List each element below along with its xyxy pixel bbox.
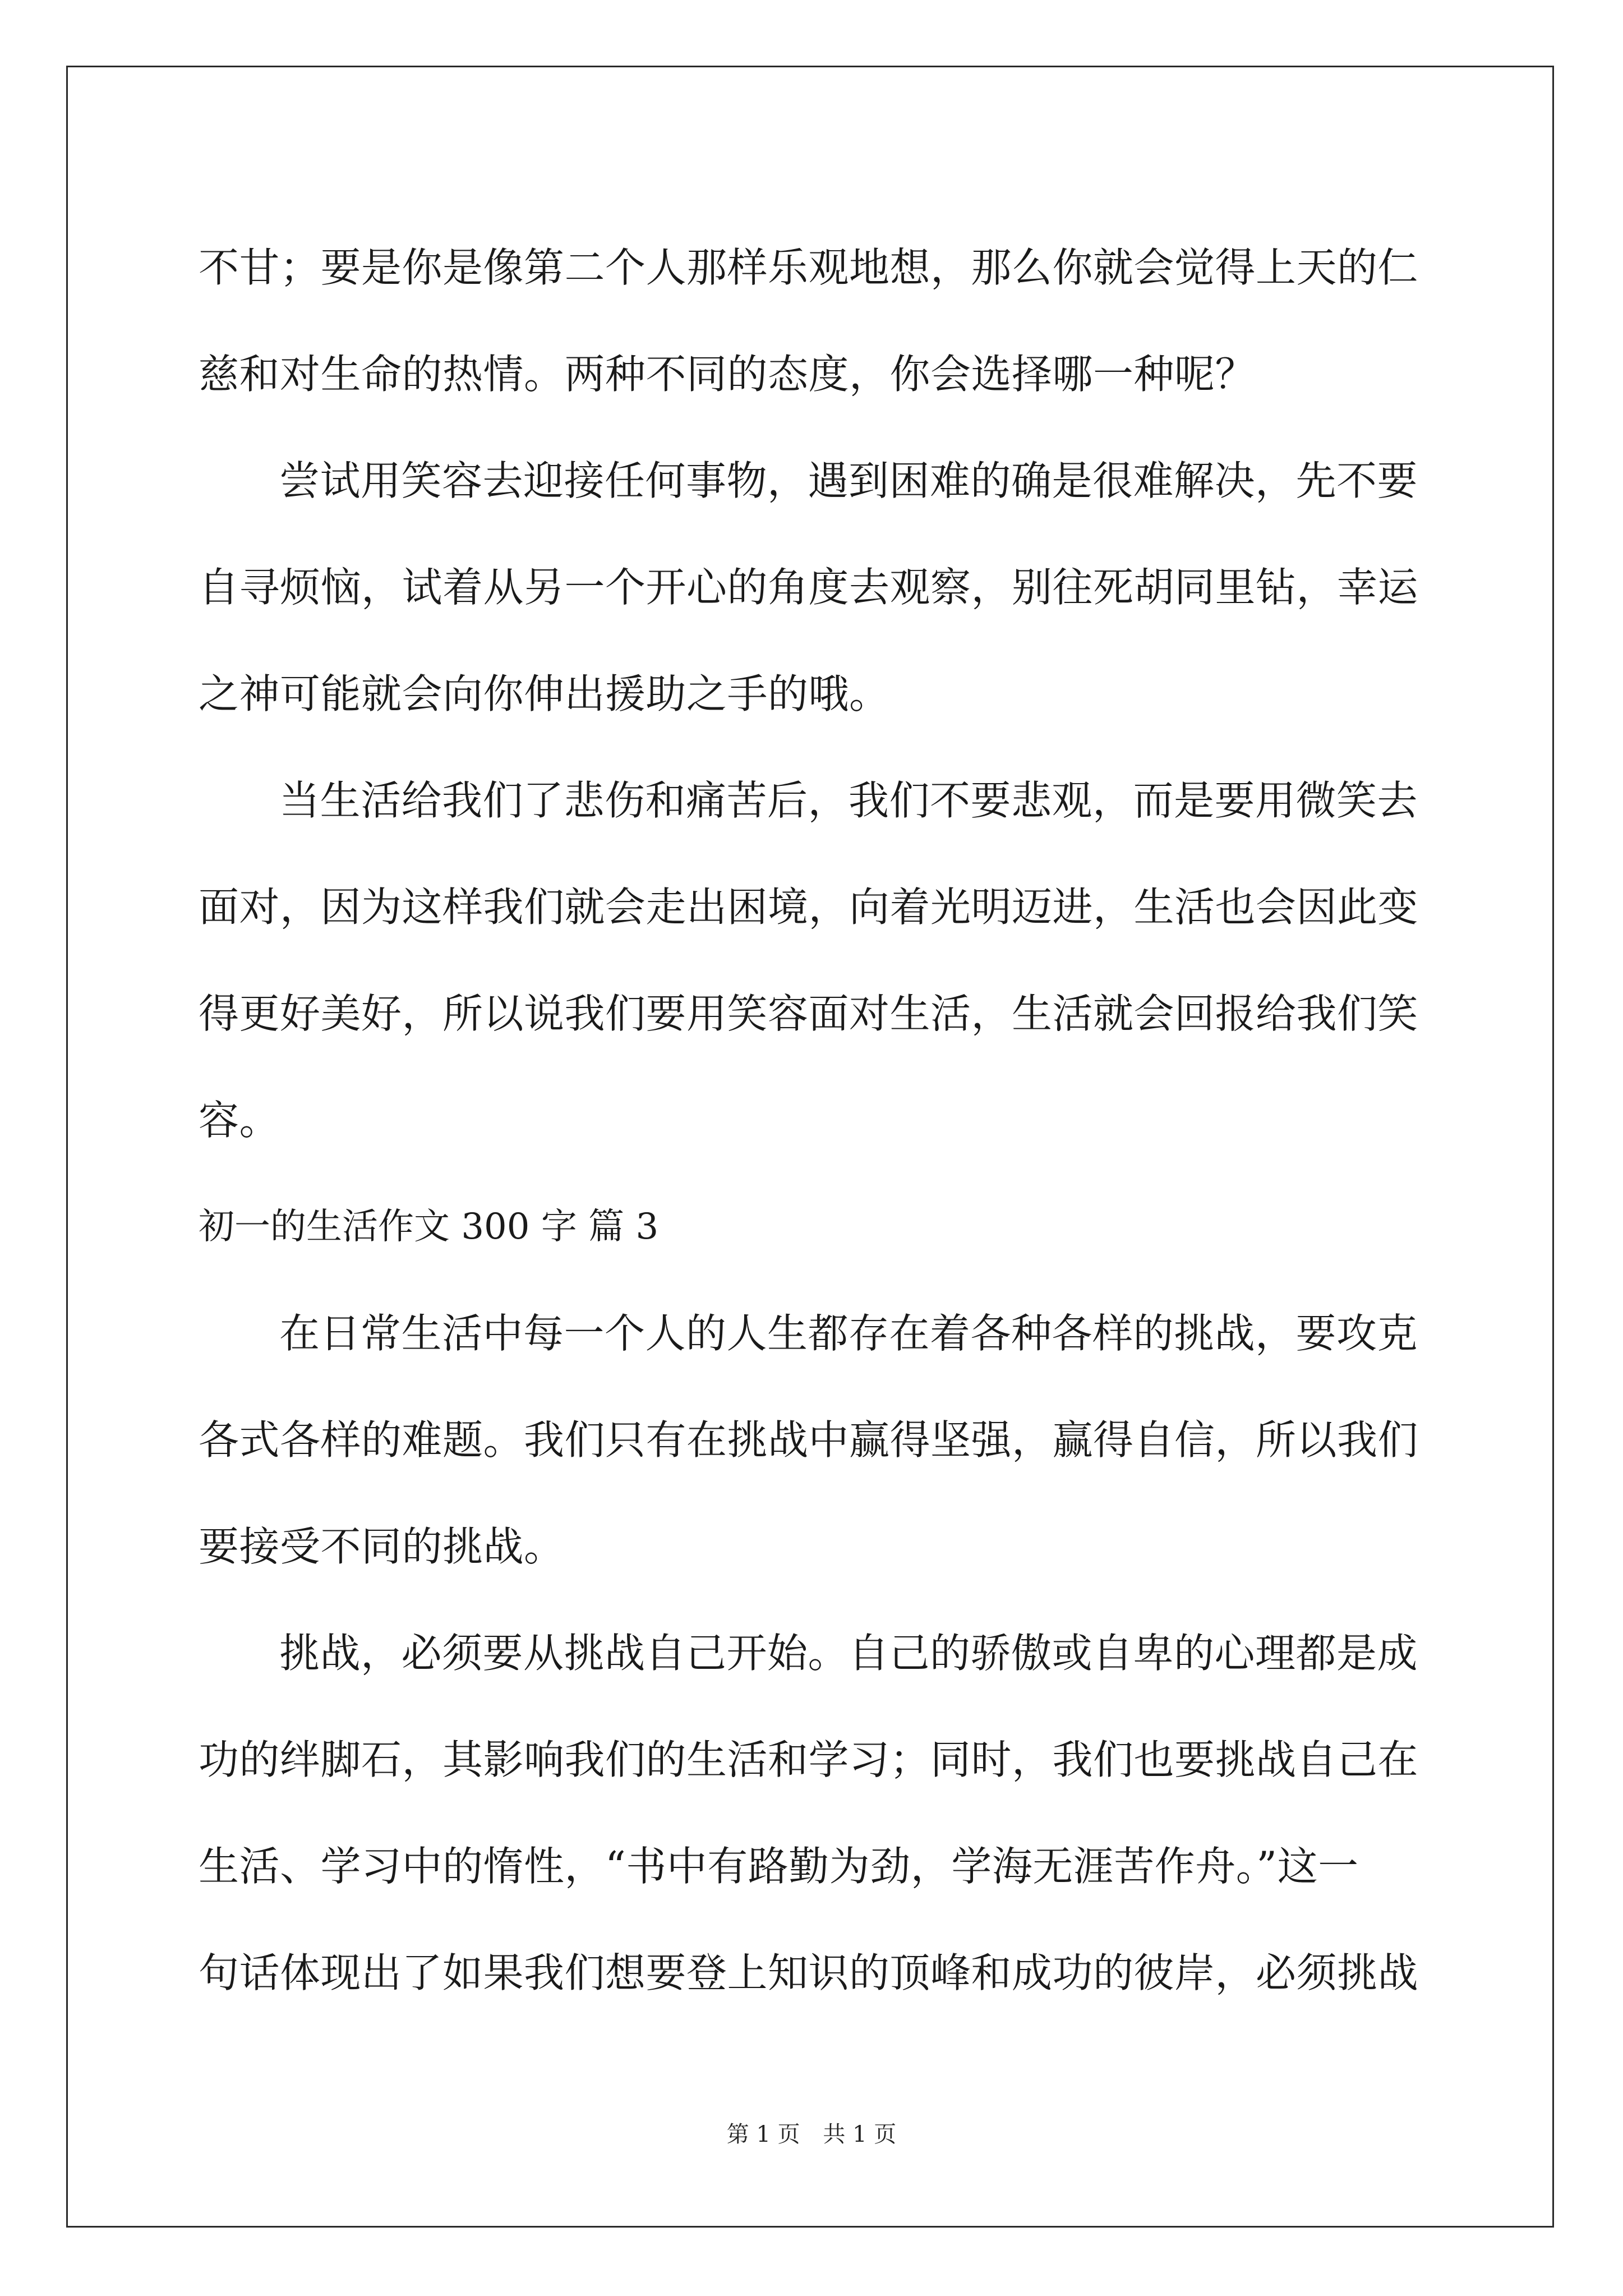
section-heading: 初一的生活作文 300 字 篇 3 (199, 1206, 659, 1248)
paragraph (199, 747, 1432, 1174)
text-line: 生活、学习中的惰性，“书中有路勤为劲，学海无涯苦作舟。”这一 (199, 1843, 1359, 1890)
text-line: 之神可能就会向你伸出援助之手的哦。 (199, 670, 890, 717)
text-line: 功的绊脚石，其影响我们的生活和学习；同时，我们也要挑战自己在 (199, 1736, 1419, 1783)
text-line: 在日常生活中每一个人的人生都存在着各种各样的挑战，要攻克 (279, 1310, 1418, 1357)
text-line: 尝试用笑容去迎接任何事物，遇到困难的确是很难解决，先不要 (279, 457, 1418, 504)
paragraph (199, 427, 1432, 747)
page-total: 共 1 页 (823, 2122, 897, 2147)
text-line: 面对，因为这样我们就会走出困境，向着光明迈进，生活也会因此变 (199, 884, 1419, 931)
page-footer (0, 2118, 1623, 2151)
paragraph (199, 1280, 1432, 1600)
text-line: 句话体现出了如果我们想要登上知识的顶峰和成功的彼岸，必须挑战 (199, 1949, 1419, 1996)
text-line: 各式各样的难题。我们只有在挑战中赢得坚强，赢得自信，所以我们 (199, 1416, 1419, 1464)
text-line: 自寻烦恼，试着从另一个开心的角度去观察，别往死胡同里钻，幸运 (199, 564, 1419, 611)
text-line: 容。 (199, 1097, 280, 1144)
text-line: 不甘；要是你是像第二个人那样乐观地想，那么你就会觉得上天的仁 (199, 244, 1419, 291)
page-number: 第 1 页 (726, 2122, 800, 2147)
document-body (199, 214, 1432, 2026)
paragraph (199, 1600, 1432, 2026)
text-line: 要接受不同的挑战。 (199, 1523, 565, 1570)
text-line: 慈和对生命的热情。两种不同的态度，你会选择哪一种呢？ (199, 351, 1256, 398)
text-line: 当生活给我们了悲伤和痛苦后，我们不要悲观，而是要用微笑去 (279, 777, 1418, 824)
text-line: 得更好美好，所以说我们要用笑容面对生活，生活就会回报给我们笑 (199, 990, 1419, 1037)
text-line: 挑战，必须要从挑战自己开始。自己的骄傲或自卑的心理都是成 (279, 1630, 1418, 1677)
paragraph (199, 214, 1432, 427)
